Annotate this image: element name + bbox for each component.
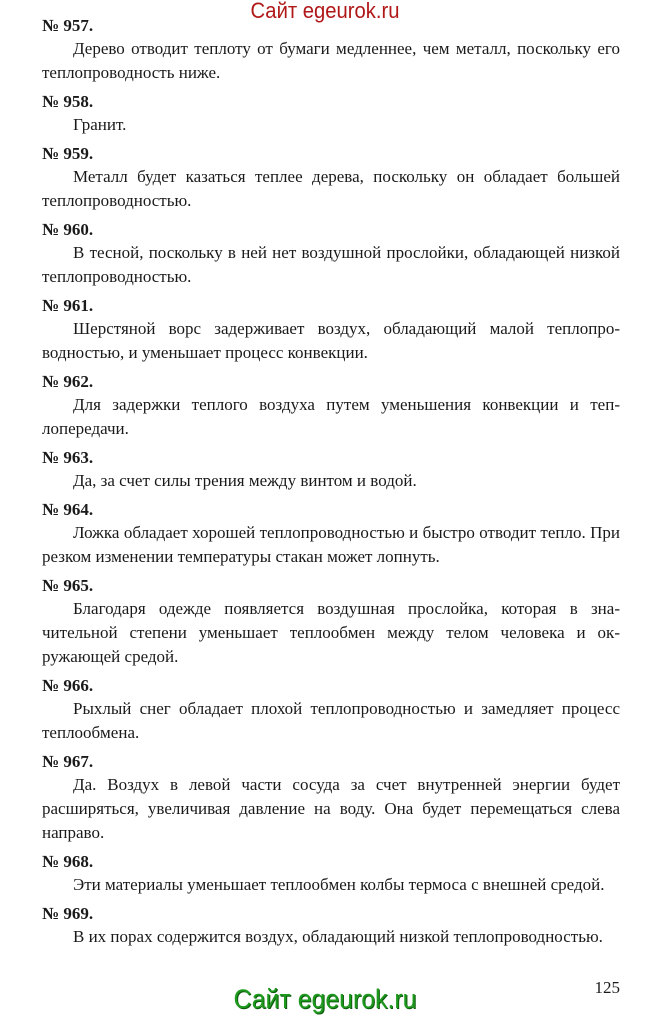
problem-answer: В их порах содержится воздух, обладающий низкой теплопроводностью. [73, 927, 603, 946]
problem-answer: Эти материалы уменьшает теплообмен колбы термоса с внешней средой. [73, 875, 605, 894]
problem-answer: Дерево отводит теплоту от бумаги медленнее, чем металл, поскольку его теплопроводность ниже. [42, 39, 620, 82]
problem-answer: Для задержки теплого воздуха путем уменьшения конвекции и теплопередачи. [42, 395, 620, 438]
problem-answer: Шерстяной ворс задерживает воздух, обладающий малой теплопроводностью, и уменьшает процесс конвекции. [42, 319, 620, 362]
problem-969 [42, 903, 620, 949]
problem-967 [42, 751, 620, 845]
problem-968 [42, 851, 620, 897]
problem-964 [42, 499, 620, 569]
problem-number: № 965. [42, 576, 94, 595]
problem-answer: Ложка обладает хорошей теплопроводностью и быстро отводит тепло. При резком изменении температуры стакан может лопнуть. [42, 523, 620, 566]
problem-number: № 961. [42, 296, 94, 315]
problem-answer: Металл будет казаться теплее дерева, поскольку он обладает большей теплопроводностью. [42, 167, 620, 210]
problem-961 [42, 295, 620, 365]
problem-number: № 969. [42, 904, 94, 923]
problem-number: № 967. [42, 752, 94, 771]
problem-answer: Благодаря одежде появляется воздушная прослойка, которая в значительной степени уменьшает теплообмен между телом человека и окружающей средой. [42, 599, 620, 666]
problem-number: № 966. [42, 676, 94, 695]
problem-958 [42, 91, 620, 137]
problem-number: № 959. [42, 144, 94, 163]
problem-answer: В тесной, поскольку в ней нет воздушной прослойки, обладающей низкой теплопроводностью. [42, 243, 620, 286]
problem-number: № 960. [42, 220, 94, 239]
problem-957 [42, 15, 620, 85]
problem-965 [42, 575, 620, 669]
problem-963 [42, 447, 620, 493]
problem-962 [42, 371, 620, 441]
problem-number: № 957. [42, 16, 94, 35]
problem-966 [42, 675, 620, 745]
watermark-bottom: Сайт egeurok.ru [233, 984, 417, 1014]
problem-answer: Да, за счет силы трения между винтом и водой. [73, 471, 417, 490]
problem-answer: Да. Воздух в левой части сосуда за счет внутренней энергии будет расширяться, увеличивая давление на воду. Она будет перемещаться слева направо. [42, 775, 620, 842]
problem-number: № 968. [42, 852, 94, 871]
problem-number: № 962. [42, 372, 94, 391]
problem-answer: Рыхлый снег обладает плохой теплопроводностью и замедляет процесс теплообмена. [42, 699, 620, 742]
problem-number: № 958. [42, 92, 94, 111]
problem-960 [42, 219, 620, 289]
answers-list [42, 15, 620, 955]
watermark-top: Сайт egeurok.ru [250, 0, 400, 23]
problem-959 [42, 143, 620, 213]
problem-answer: Гранит. [73, 115, 127, 134]
problem-number: № 964. [42, 500, 94, 519]
problem-number: № 963. [42, 448, 94, 467]
page-number: 125 [594, 978, 620, 997]
